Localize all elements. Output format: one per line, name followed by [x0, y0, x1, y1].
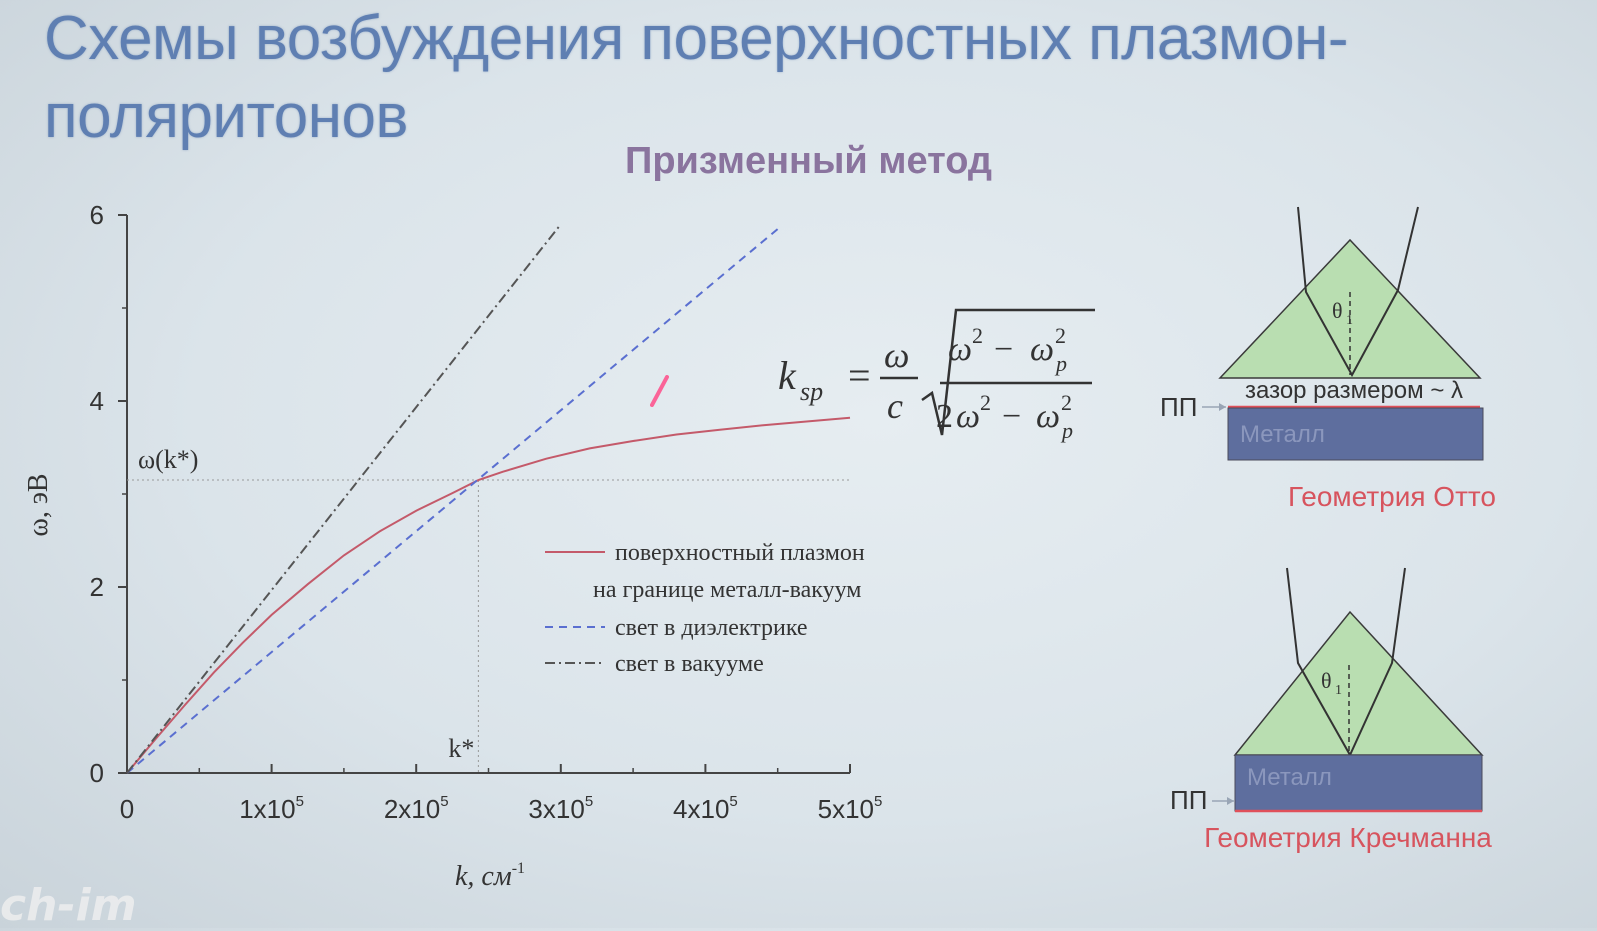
series-line-3	[127, 224, 561, 773]
den-omega: ω	[956, 398, 981, 435]
x-tick-label: $3x10^5$	[528, 793, 594, 824]
otto-caption: Геометрия Отто	[1288, 481, 1496, 512]
y-axis-label: ω, эВ	[23, 473, 54, 537]
num-omega: ω	[948, 331, 973, 368]
kretschmann-metal-label: Металл	[1247, 764, 1332, 791]
x-tick-exponent: 5	[729, 793, 738, 810]
num-p-sub: p	[1056, 351, 1067, 376]
kretschmann-diagram	[1150, 555, 1550, 875]
title-line-1: Схемы возбуждения поверхностных плазмон-	[44, 4, 1349, 73]
x-axis-label-exponent: -1	[511, 860, 526, 877]
legend-label-2: свет в диэлектрике	[615, 615, 808, 641]
y-tick-label: 4	[89, 386, 104, 416]
x-tick-label: $1x10^5$	[239, 793, 304, 824]
otto-diagram	[1140, 200, 1520, 530]
kretschmann-pp-arrowhead	[1227, 797, 1234, 805]
slide-subtitle: Призменный метод	[625, 140, 993, 182]
x-tick-exponent: 5	[440, 793, 449, 810]
formula-c: c	[887, 386, 903, 426]
otto-pp-arrowhead	[1219, 403, 1226, 411]
num-p-sup: 2	[1055, 323, 1066, 348]
legend-label-3: свет в вакууме	[615, 651, 764, 677]
x-tick-label: $2x10^5$	[383, 793, 449, 824]
den-omega-p: ω	[1036, 398, 1061, 435]
x-axis-label: k, $см^{-1}$	[454, 860, 526, 892]
formula-k-sub: sp	[800, 377, 824, 406]
den-p-sup: 2	[1061, 390, 1072, 415]
formula-equals: =	[848, 353, 871, 398]
otto-gap-label: зазор размером ~ λ	[1245, 377, 1464, 404]
y-tick-label: 2	[89, 572, 104, 602]
slide-title	[44, 0, 1348, 156]
kretschmann-angle-label: θ	[1321, 668, 1332, 693]
kretschmann-caption: Геометрия Кречманна	[1204, 822, 1492, 853]
den-coef: 2	[936, 398, 953, 435]
series-line-2	[127, 229, 778, 773]
chart-legend	[545, 540, 865, 677]
den-p-sub: p	[1062, 418, 1073, 443]
otto-angle-label: θ	[1332, 298, 1343, 323]
x-tick-exponent: 5	[874, 793, 883, 810]
kretschmann-prism	[1235, 612, 1482, 755]
num-omega-p: ω	[1030, 331, 1055, 368]
kretschmann-angle-sub: 1	[1335, 683, 1342, 698]
den-minus: −	[1002, 398, 1022, 435]
ksp-formula	[770, 305, 1130, 455]
otto-metal-label: Металл	[1240, 421, 1325, 448]
den-sup: 2	[980, 390, 991, 415]
num-minus: −	[994, 331, 1014, 368]
x-tick-label: 0	[119, 794, 135, 824]
formula-k: k	[778, 353, 796, 398]
otto-pp-label: ПП	[1160, 392, 1198, 422]
y-tick-label: 0	[89, 758, 104, 788]
k-star-label: k*	[448, 734, 475, 763]
legend-label-1: поверхностный плазмон	[615, 540, 865, 566]
pointer-mark	[652, 377, 667, 405]
chart-series	[127, 224, 850, 773]
chart-labels	[23, 445, 525, 892]
kretschmann-pp-label: ПП	[1170, 785, 1208, 815]
x-tick-exponent: 5	[584, 793, 594, 810]
x-tick-label: $5x10^5$	[817, 793, 883, 824]
chart-ticks	[90, 200, 883, 824]
omega-star-label: ω(k*)	[138, 445, 199, 475]
x-tick-exponent: 5	[295, 793, 304, 810]
title-line-2: поляритонов	[44, 82, 408, 151]
chart-axes	[127, 215, 850, 773]
formula-omega: ω	[884, 335, 910, 375]
x-tick-label: $4x10^5$	[673, 793, 738, 824]
y-tick-label: 6	[89, 200, 104, 230]
num-sup: 2	[972, 323, 983, 348]
otto-angle-sub: 1	[1346, 313, 1353, 328]
legend-label-1-line2: на границе металл-вакуум	[593, 577, 862, 603]
logo-fragment: ch-im	[0, 880, 137, 931]
dispersion-chart	[0, 190, 920, 910]
